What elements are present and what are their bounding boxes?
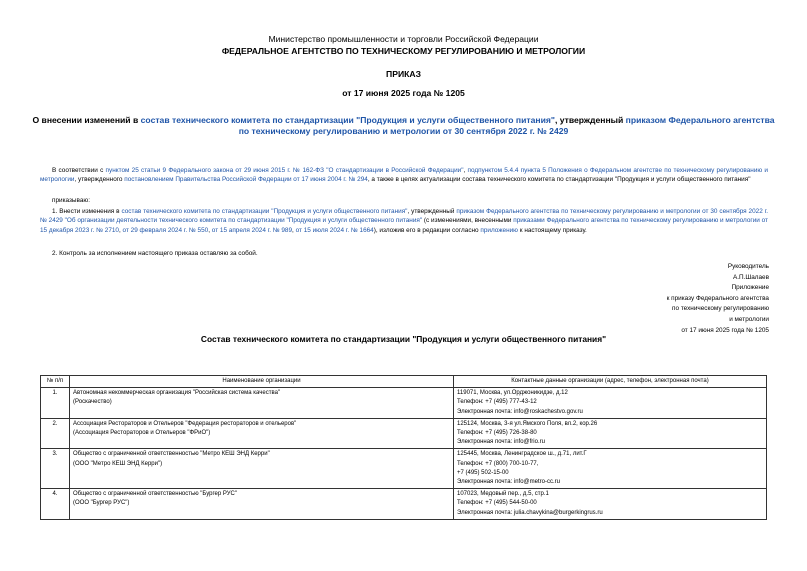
- order-989-link[interactable]: от 15 апреля 2024 г. № 989: [211, 226, 293, 234]
- column-header: № п/п: [41, 376, 70, 388]
- org-name: Общество с ограниченной ответственностью "Метро КЕШ ЭНД Керри": [73, 451, 270, 458]
- appendix-line: и метрологии: [729, 315, 769, 323]
- preamble-text: В соответствии с: [52, 167, 106, 174]
- organization-cell: [70, 449, 454, 489]
- agency-name: ФЕДЕРАЛЬНОЕ АГЕНТСТВО ПО ТЕХНИЧЕСКОМУ РЕГУЛИРОВАНИЮ И МЕТРОЛОГИИ: [221, 46, 586, 56]
- contact-email: Электронная почта: info@roskachestvo.gov.ru: [457, 408, 583, 415]
- table-row: [41, 489, 767, 520]
- column-header: Наименование организации: [70, 376, 454, 388]
- preamble-text: , утвержденного: [74, 176, 125, 184]
- item-1-text: ,: [208, 226, 212, 234]
- contacts-cell: [454, 449, 767, 489]
- appendix-line: к приказу Федерального агентства: [666, 294, 769, 302]
- item-1-text: 1. Внести изменения в: [52, 208, 122, 215]
- order-2429-link[interactable]: приказом Федерального агентства по техническому регулированию и метрологии от 30 сентября 2022 г. № 2429 "Об организации деятельности технического комитета по стандартизации "Продукция и услуги общественного питания": [40, 208, 768, 225]
- contact-phone: Телефон: +7 (495) 726-38-80: [457, 430, 537, 437]
- organization-cell: [70, 489, 454, 520]
- title-text: О внесении изменений в: [32, 115, 141, 125]
- title-link-committee[interactable]: состав технического комитета по стандартизации "Продукция и услуги общественного питания": [140, 115, 555, 125]
- org-name: Автономная некоммерческая организация "Российская система качества": [73, 390, 281, 397]
- item-1-text: , утвержденный: [407, 208, 457, 215]
- contact-email: Электронная почта: info@frio.ru: [457, 439, 545, 446]
- table-row: [41, 418, 767, 449]
- contact-address: 125445, Москва, Ленинградское ш., д.71, лит.Г: [457, 451, 587, 458]
- contacts-cell: [454, 418, 767, 449]
- regulation-link[interactable]: подпунктом 5.4.4 пункта 5 Положения о Федеральном агентстве по техническому регулированию и метрологии: [40, 167, 768, 184]
- item-1-text: ), изложив его в редакции согласно: [373, 226, 481, 234]
- contact-email: Электронная почта: info@metro-cc.ru: [457, 479, 560, 486]
- title-text: , утвержденный: [554, 115, 626, 125]
- signatory-position: Руководитель: [727, 263, 769, 270]
- row-number: 3.: [41, 449, 70, 489]
- table-row: [41, 388, 767, 419]
- signature-block: [667, 262, 769, 336]
- appendix-link[interactable]: приложению: [480, 226, 518, 234]
- org-name: Ассоциация Рестораторов и Отельеров "Федерация рестораторов и отельеров": [73, 420, 297, 427]
- committee-link[interactable]: состав технического комитета по стандартизации "Продукция и услуги общественного питания": [121, 208, 408, 215]
- appendix-label: Приложение: [731, 284, 769, 292]
- order-1664-link[interactable]: от 15 июля 2024 г. № 1664: [295, 226, 374, 234]
- order-2710-link[interactable]: приказами Федерального агентства по техническому регулированию и метрологии от 15 декабря 2023 г. № 2710: [40, 217, 768, 234]
- organization-cell: [70, 388, 454, 419]
- decree-link[interactable]: постановлением Правительства Российской Федерации от 17 июня 2004 г. № 294: [124, 176, 368, 184]
- appendix-date: от 17 июня 2025 года № 1205: [681, 326, 769, 334]
- ministry-name: Министерство промышленности и торговли Российской Федерации: [268, 34, 539, 44]
- preamble-text: ,: [463, 167, 468, 174]
- contact-phone: Телефон: +7 (495) 777-43-12: [457, 399, 537, 406]
- preamble-paragraph: [40, 166, 768, 185]
- organization-cell: [70, 418, 454, 449]
- contact-phone: +7 (495) 502-15-00: [457, 469, 509, 476]
- order-550-link[interactable]: от 29 февраля 2024 г. № 550: [122, 226, 209, 234]
- table-title: Состав технического комитета по стандартизации "Продукция и услуги общественного питания": [200, 334, 607, 344]
- preamble-text: , а также в целях актуализации состава технического комитета по стандартизации "Продукция и услуги общественного питания": [367, 176, 751, 184]
- contact-address: 119071, Москва, ул.Орджоникидзе, д.12: [457, 390, 568, 397]
- org-short-name: (ООО "Бургер РУС"): [73, 500, 130, 507]
- document-type: ПРИКАЗ: [386, 69, 421, 79]
- contacts-cell: [454, 388, 767, 419]
- row-number: 4.: [41, 489, 70, 520]
- org-short-name: (ООО "Метро КЕШ ЭНД Керри"): [73, 460, 163, 467]
- document-title: [30, 115, 777, 137]
- item-1-text: ,: [118, 226, 123, 234]
- table-row: [41, 449, 767, 489]
- item-1-text: к настоящему приказу.: [517, 226, 587, 234]
- contact-email: Электронная почта: julia.chavykina@burgerkingrus.ru: [457, 509, 603, 516]
- contact-phone: Телефон: +7 (495) 544-50-00: [457, 500, 537, 507]
- item-1-text: (с изменениями, внесенными: [422, 217, 514, 225]
- column-header: Контактные данные организации (адрес, телефон, электронная почта): [454, 376, 767, 388]
- row-number: 2.: [41, 418, 70, 449]
- order-word: приказываю:: [52, 197, 90, 204]
- title-link-order[interactable]: приказом Федерального агентства по техническому регулированию и метрологии от 30 сентября 2022 г. № 2429: [238, 115, 775, 136]
- contacts-cell: [454, 489, 767, 520]
- committee-table: [40, 375, 767, 520]
- table-header-row: [41, 376, 767, 388]
- contact-address: 107023, Медовый пер., д.5, стр.1: [457, 491, 549, 498]
- document-date: от 17 июня 2025 года № 1205: [342, 88, 465, 98]
- law-link[interactable]: пунктом 25 статьи 9 Федерального закона от 29 июня 2015 г. № 162-ФЗ "О стандартизации в Российской Федерации": [105, 167, 464, 174]
- contact-address: 125124, Москва, 3-я ул.Ямского Поля, вл.2, кор.26: [457, 420, 598, 427]
- org-short-name: (Роскачество): [73, 399, 112, 406]
- contact-phone: Телефон: +7 (800) 700-10-77,: [457, 460, 539, 467]
- item-2-paragraph: 2. Контроль за исполнением настоящего приказа оставляю за собой.: [52, 250, 258, 257]
- appendix-line: по техническому регулированию: [672, 305, 769, 313]
- row-number: 1.: [41, 388, 70, 419]
- item-1-paragraph: [40, 207, 768, 235]
- org-name: Общество с ограниченной ответственностью "Бургер РУС": [73, 491, 238, 498]
- signatory-name: А.П.Шалаев: [732, 273, 769, 281]
- item-1-text: ,: [292, 226, 296, 234]
- org-short-name: (Ассоциация Рестораторов и Отельеров "ФРиО"): [73, 430, 211, 437]
